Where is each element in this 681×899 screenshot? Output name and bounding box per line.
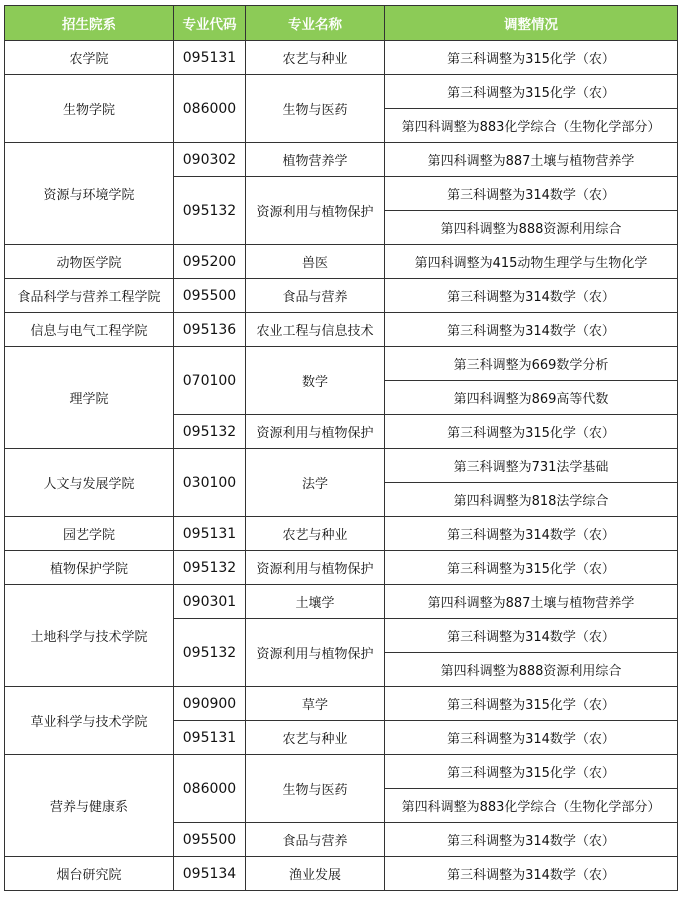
major-name-cell: 兽医 <box>246 245 385 279</box>
college-cell: 信息与电气工程学院 <box>5 313 174 347</box>
major-code-cell: 095131 <box>174 41 246 75</box>
major-name-cell: 资源利用与植物保护 <box>246 177 385 245</box>
adjustment-cell: 第三科调整为731法学基础 <box>385 449 678 483</box>
major-code-cell: 090301 <box>174 585 246 619</box>
major-code-cell: 095131 <box>174 721 246 755</box>
adjustment-cell: 第三科调整为315化学（农） <box>385 755 678 789</box>
adjustment-cell: 第三科调整为315化学（农） <box>385 687 678 721</box>
table-row <box>5 279 678 313</box>
college-cell: 动物医学院 <box>5 245 174 279</box>
table-header-row <box>5 6 678 41</box>
major-name-cell: 渔业发展 <box>246 857 385 891</box>
major-code-cell: 030100 <box>174 449 246 517</box>
major-name-cell: 农艺与种业 <box>246 41 385 75</box>
major-code-cell: 095132 <box>174 415 246 449</box>
adjustment-cell: 第四科调整为887土壤与植物营养学 <box>385 143 678 177</box>
adjustment-cell: 第三科调整为314数学（农） <box>385 177 678 211</box>
table-row <box>5 755 678 789</box>
adjustment-cell: 第四科调整为888资源利用综合 <box>385 211 678 245</box>
table-row <box>5 551 678 585</box>
adjustment-cell: 第四科调整为883化学综合（生物化学部分） <box>385 789 678 823</box>
major-code-cell: 090302 <box>174 143 246 177</box>
adjustment-cell: 第三科调整为314数学（农） <box>385 857 678 891</box>
adjustment-cell: 第四科调整为887土壤与植物营养学 <box>385 585 678 619</box>
major-name-cell: 草学 <box>246 687 385 721</box>
major-code-cell: 095132 <box>174 551 246 585</box>
college-cell: 营养与健康系 <box>5 755 174 857</box>
college-cell: 生物学院 <box>5 75 174 143</box>
table-row <box>5 41 678 75</box>
major-name-cell: 植物营养学 <box>246 143 385 177</box>
major-name-cell: 资源利用与植物保护 <box>246 415 385 449</box>
table-row <box>5 687 678 721</box>
major-name-cell: 资源利用与植物保护 <box>246 619 385 687</box>
adjustment-cell: 第三科调整为315化学（农） <box>385 41 678 75</box>
major-name-cell: 农业工程与信息技术 <box>246 313 385 347</box>
adjustment-cell: 第三科调整为314数学（农） <box>385 313 678 347</box>
major-code-cell: 086000 <box>174 75 246 143</box>
major-name-cell: 法学 <box>246 449 385 517</box>
adjustment-cell: 第三科调整为315化学（农） <box>385 551 678 585</box>
major-code-cell: 095134 <box>174 857 246 891</box>
major-name-cell: 农艺与种业 <box>246 517 385 551</box>
major-name-cell: 生物与医药 <box>246 75 385 143</box>
header-major: 专业名称 <box>246 6 385 41</box>
table-row <box>5 347 678 381</box>
major-code-cell: 095500 <box>174 823 246 857</box>
major-code-cell: 095500 <box>174 279 246 313</box>
major-name-cell: 资源利用与植物保护 <box>246 551 385 585</box>
table-row <box>5 143 678 177</box>
major-code-cell: 095200 <box>174 245 246 279</box>
major-name-cell: 食品与营养 <box>246 279 385 313</box>
college-cell: 园艺学院 <box>5 517 174 551</box>
adjustment-cell: 第四科调整为883化学综合（生物化学部分） <box>385 109 678 143</box>
college-cell: 烟台研究院 <box>5 857 174 891</box>
major-code-cell: 090900 <box>174 687 246 721</box>
college-cell: 理学院 <box>5 347 174 449</box>
adjustment-cell: 第三科调整为314数学（农） <box>385 721 678 755</box>
adjustment-cell: 第三科调整为315化学（农） <box>385 75 678 109</box>
table-row <box>5 449 678 483</box>
major-name-cell: 土壤学 <box>246 585 385 619</box>
table-row <box>5 313 678 347</box>
major-name-cell: 数学 <box>246 347 385 415</box>
adjustment-cell: 第四科调整为888资源利用综合 <box>385 653 678 687</box>
college-cell: 植物保护学院 <box>5 551 174 585</box>
header-code: 专业代码 <box>174 6 246 41</box>
major-name-cell: 生物与医药 <box>246 755 385 823</box>
table-row <box>5 245 678 279</box>
adjustment-cell: 第三科调整为315化学（农） <box>385 415 678 449</box>
major-code-cell: 070100 <box>174 347 246 415</box>
college-cell: 草业科学与技术学院 <box>5 687 174 755</box>
adjustment-cell: 第四科调整为818法学综合 <box>385 483 678 517</box>
major-code-cell: 095132 <box>174 619 246 687</box>
table-row <box>5 517 678 551</box>
adjustment-cell: 第四科调整为869高等代数 <box>385 381 678 415</box>
table-row <box>5 857 678 891</box>
header-college: 招生院系 <box>5 6 174 41</box>
major-code-cell: 095136 <box>174 313 246 347</box>
college-cell: 资源与环境学院 <box>5 143 174 245</box>
header-adjustment: 调整情况 <box>385 6 678 41</box>
adjustment-cell: 第三科调整为669数学分析 <box>385 347 678 381</box>
adjustment-cell: 第四科调整为415动物生理学与生物化学 <box>385 245 678 279</box>
major-code-cell: 086000 <box>174 755 246 823</box>
table-row <box>5 585 678 619</box>
major-code-cell: 095132 <box>174 177 246 245</box>
table-row <box>5 75 678 109</box>
adjustment-cell: 第三科调整为314数学（农） <box>385 619 678 653</box>
adjustment-cell: 第三科调整为314数学（农） <box>385 279 678 313</box>
college-cell: 食品科学与营养工程学院 <box>5 279 174 313</box>
college-cell: 人文与发展学院 <box>5 449 174 517</box>
major-name-cell: 农艺与种业 <box>246 721 385 755</box>
adjustment-table <box>4 5 678 891</box>
adjustment-cell: 第三科调整为314数学（农） <box>385 823 678 857</box>
college-cell: 农学院 <box>5 41 174 75</box>
college-cell: 土地科学与技术学院 <box>5 585 174 687</box>
adjustment-cell: 第三科调整为314数学（农） <box>385 517 678 551</box>
major-code-cell: 095131 <box>174 517 246 551</box>
major-name-cell: 食品与营养 <box>246 823 385 857</box>
